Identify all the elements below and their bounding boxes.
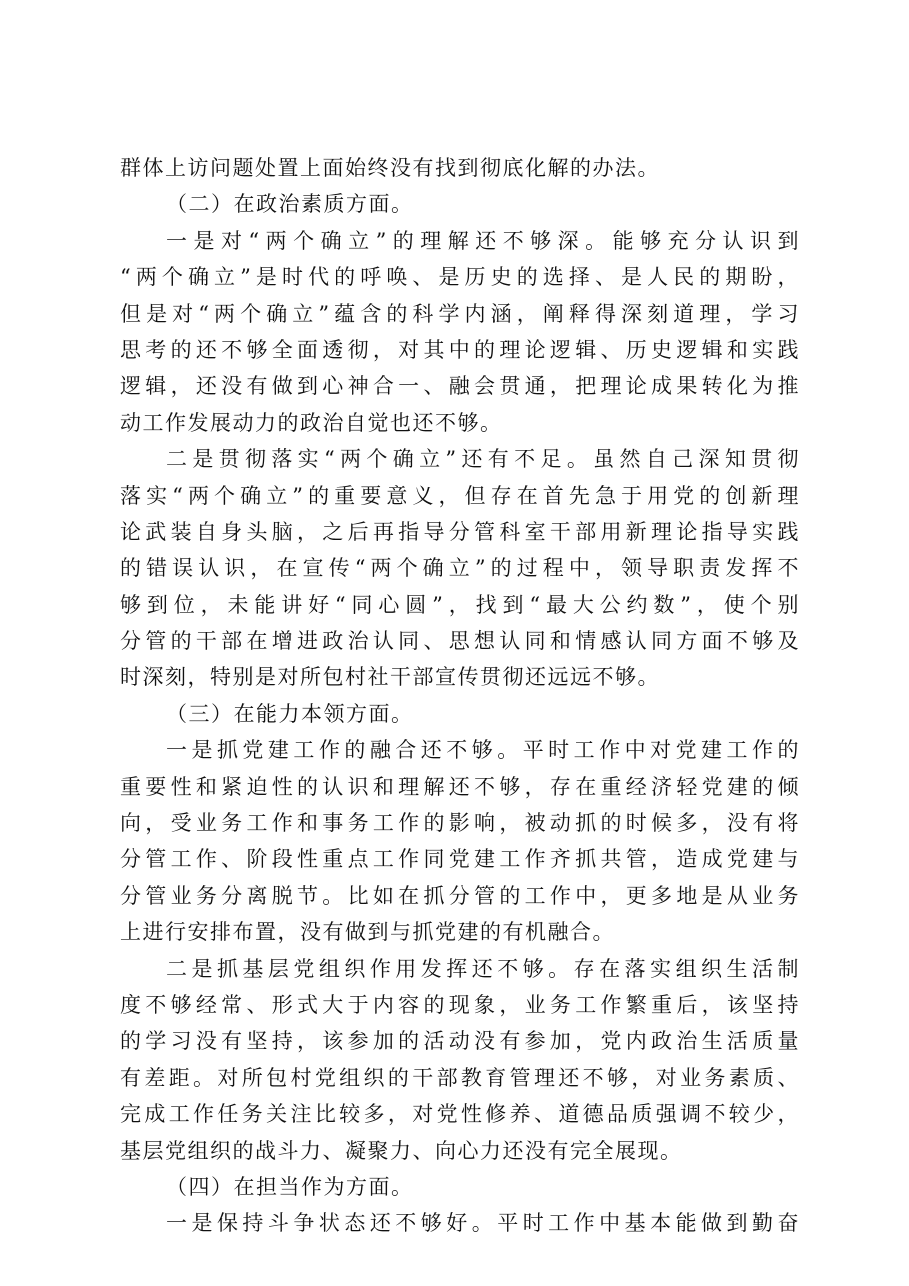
text-line: 重要性和紧迫性的认识和理解还不够，存在重经济轻党建的倾 (120, 774, 800, 799)
section-heading: （四）在担当作为方面。 (166, 1174, 414, 1199)
text-line: 度不够经常、形式大于内容的现象，业务工作繁重后，该坚持 (120, 992, 800, 1017)
document-body (120, 150, 800, 1242)
text-line: 的学习没有坚持，该参加的活动没有参加，党内政治生活质量 (120, 1029, 800, 1054)
text-line: “两个确立”是时代的呼唤、是历史的选择、是人民的期盼， (120, 265, 800, 290)
text-line: 一是保持斗争状态还不够好。平时工作中基本能做到勤奋 (166, 1211, 800, 1236)
section-heading: （三）在能力本领方面。 (166, 701, 414, 726)
text-line: 分管工作、阶段性重点工作同党建工作齐抓共管，造成党建与 (120, 847, 800, 872)
text-line: 的错误认识，在宣传“两个确立”的过程中，领导职责发挥不 (120, 556, 800, 581)
text-line: 分管业务分离脱节。比如在抓分管的工作中，更多地是从业务 (120, 883, 800, 908)
text-line: 够到位，未能讲好“同心圆”，找到“最大公约数”，使个别 (120, 592, 800, 617)
text-line: 逻辑，还没有做到心神合一、融会贯通，把理论成果转化为推 (120, 374, 800, 399)
text-line: 论武装自身头脑，之后再指导分管科室干部用新理论指导实践 (120, 519, 800, 544)
text-line: 一是对“两个确立”的理解还不够深。能够充分认识到 (166, 228, 800, 253)
text-line: 但是对“两个确立”蕴含的科学内涵，阐释得深刻道理，学习 (120, 301, 800, 326)
text-line: 向，受业务工作和事务工作的影响，被动抓的时候多，没有将 (120, 811, 800, 836)
text-line: 基层党组织的战斗力、凝聚力、向心力还没有完全展现。 (120, 1138, 683, 1163)
text-line: 上进行安排布置，没有做到与抓党建的有机融合。 (120, 920, 615, 945)
text-line: 二是抓基层党组织作用发挥还不够。存在落实组织生活制 (166, 956, 800, 981)
text-line: 完成工作任务关注比较多，对党性修养、道德品质强调不较少， (120, 1102, 800, 1127)
section-heading: （二）在政治素质方面。 (166, 192, 414, 217)
text-line: 群体上访问题处置上面始终没有找到彻底化解的办法。 (120, 156, 660, 180)
text-line: 时深刻，特别是对所包村社干部宣传贯彻还远远不够。 (120, 665, 660, 690)
text-line: 一是抓党建工作的融合还不够。平时工作中对党建工作的 (166, 738, 800, 763)
text-line: 动工作发展动力的政治自觉也还不够。 (120, 410, 503, 435)
text-line: 思考的还不够全面透彻，对其中的理论逻辑、历史逻辑和实践 (120, 337, 800, 362)
text-line: 二是贯彻落实“两个确立”还有不足。虽然自己深知贯彻 (166, 447, 800, 472)
text-line: 有差距。对所包村党组织的干部教育管理还不够，对业务素质、 (120, 1065, 800, 1090)
text-line: 分管的干部在增进政治认同、思想认同和情感认同方面不够及 (120, 629, 800, 654)
text-line: 落实“两个确立”的重要意义，但存在首先急于用党的创新理 (120, 483, 800, 508)
